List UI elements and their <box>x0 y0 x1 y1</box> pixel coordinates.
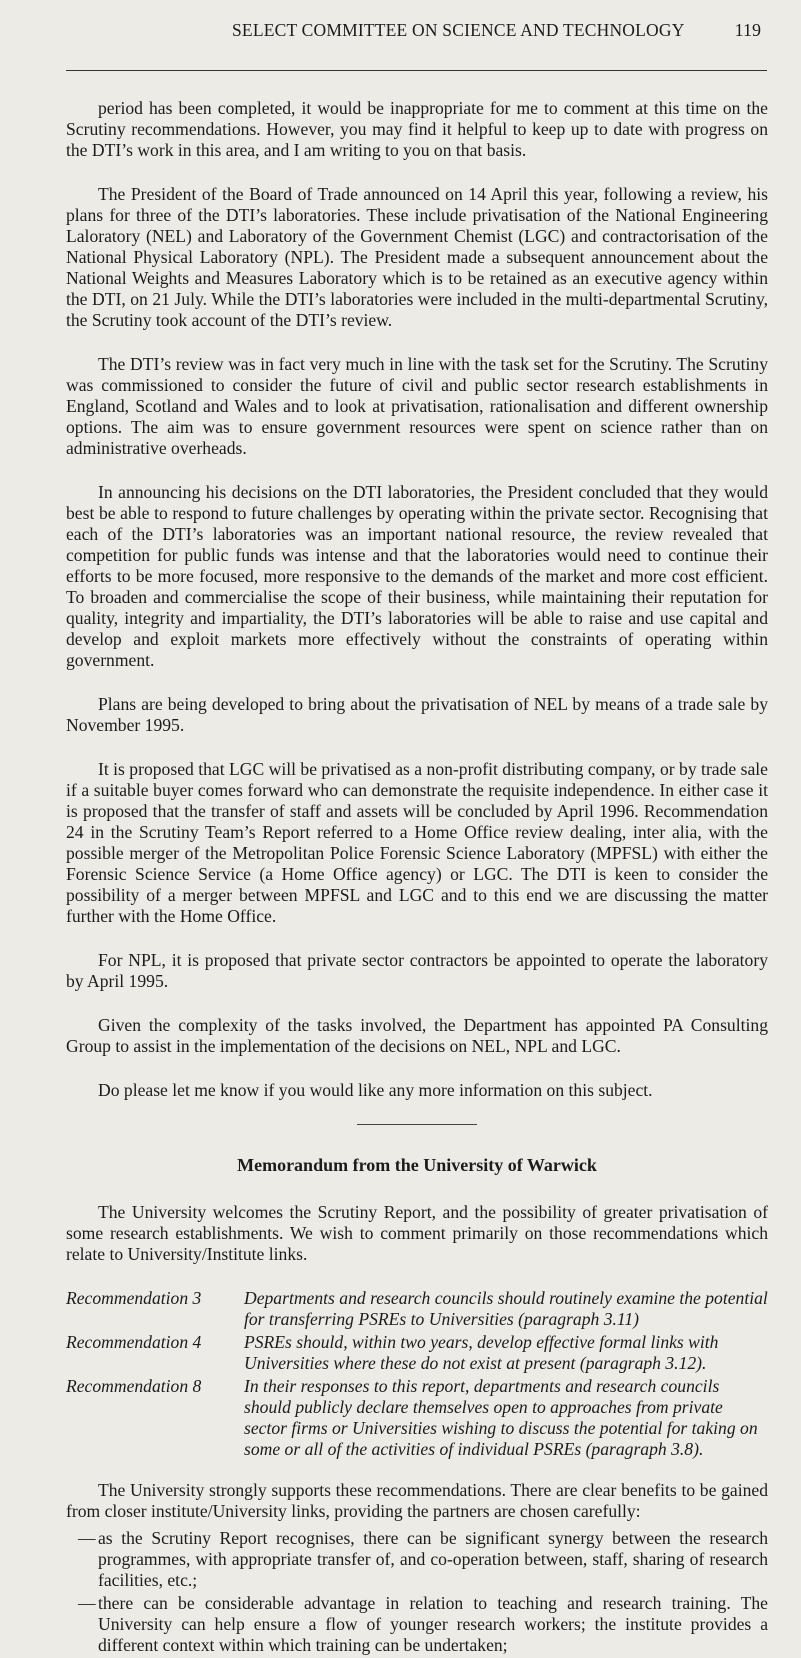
list-item: — as the Scrutiny Report recognises, there can be significant synergy between the research programmes, with appropriate transfer of, and co-operation between, staff, sharing of research facilities, etc.; <box>78 1528 768 1590</box>
recommendation-row <box>66 1332 768 1376</box>
paragraph-3: The DTI’s review was in fact very much in line with the task set for the Scrutiny. The Scrutiny was commissioned to consider the future of civil and public sector research establishments in England, Scotland and Wales and to look at privatisation, rationalisation and different ownership options. The aim was to ensure government resources were spent on science rather than on administrative overheads. <box>66 354 768 458</box>
list-item: — there can be considerable advantage in relation to teaching and research training. The University can help ensure a flow of younger research workers; the institute provides a different context within which training can be undertaken; <box>78 1593 768 1655</box>
paragraph-1: period has been completed, it would be inappropriate for me to comment at this time on the Scrutiny recommendations. However, you may find it helpful to keep up to date with progress on the DTI’s work in this area, and I am writing to you on that basis. <box>66 98 768 160</box>
page-number: 119 <box>734 20 761 40</box>
paragraph-7: For NPL, it is proposed that private sector contractors be appointed to operate the laboratory by April 1995. <box>66 950 768 991</box>
paragraph-9: Do please let me know if you would like any more information on this subject. <box>98 1080 653 1100</box>
paragraph-6: It is proposed that LGC will be privatised as a non-profit distributing company, or by trade sale if a suitable buyer comes forward who can demonstrate the requisite independence. In either case it is proposed that the transfer of staff and assets will be concluded by April 1996. Recommendation 24 in the Scrutiny Team’s Report referred to a Home Office review dealing, inter alia, with the possible merger of the Metropolitan Police Forensic Science Laboratory (MPFSL) with either the Forensic Science Service (a Home Office agency) or LGC. The DTI is keen to consider the possibility of a merger between MPFSL and LGC and to this end we are discussing the matter further with the Home Office. <box>66 759 768 926</box>
point-text: as the Scrutiny Report recognises, there can be significant synergy between the research programmes, with appropriate transfer of, and co-operation between, staff, sharing of research facilities, etc.; <box>98 1528 768 1590</box>
page-header <box>66 18 767 48</box>
paragraph-4: In announcing his decisions on the DTI laboratories, the President concluded that they would best be able to respond to future challenges by operating within the private sector. Recognising that each of the DTI’s laboratories was an important national resource, the review revealed that competition for public funds was intense and that the laboratories would need to continue their efforts to be more focused, more responsive to the demands of the market and more cost efficient. To broaden and commercialise the scope of their business, while maintaining their reputation for quality, integrity and impartiality, the DTI’s laboratories will be able to raise and use capital and develop and exploit markets more effectively without the constraints of operating within government. <box>66 482 768 670</box>
body-text <box>66 98 768 1658</box>
paragraph-8: Given the complexity of the tasks involved, the Department has appointed PA Consulting Group to assist in the implementation of the decisions on NEL, NPL and LGC. <box>66 1015 768 1056</box>
recommendation-label: Recommendation 4 <box>66 1332 202 1352</box>
points-list <box>66 1528 768 1656</box>
memorandum-intro: The University welcomes the Scrutiny Report, and the possibility of greater privatisation of some research establishments. We wish to comment primarily on those recommendations which relate to University/Institute links. <box>66 1202 768 1264</box>
paragraph-2: The President of the Board of Trade announced on 14 April this year, following a review, his plans for three of the DTI’s laboratories. These include privatisation of the National Engineering Laloratory (NEL) and Laboratory of the Government Chemist (LGC) and contractorisation of the National Physical Laboratory (NPL). The President made a subsequent announcement about the National Weights and Measures Laboratory which is to be retained as an executive agency within the DTI, on 21 July. While the DTI’s laboratories were included in the multi-departmental Scrutiny, the Scrutiny took account of the DTI’s review. <box>66 184 768 330</box>
recommendation-label: Recommendation 3 <box>66 1288 202 1308</box>
section-divider <box>357 1124 477 1125</box>
running-title: SELECT COMMITTEE ON SCIENCE AND TECHNOLOGY <box>232 20 685 40</box>
recommendation-text: PSREs should, within two years, develop effective formal links with Universities where these do not exist at present (paragraph 3.12). <box>244 1332 719 1373</box>
point-text: there can be considerable advantage in relation to teaching and research training. The University can help ensure a flow of younger research workers; the institute provides a different context within which training can be undertaken; <box>98 1593 768 1655</box>
recommendation-row <box>66 1288 768 1332</box>
recommendation-text: Departments and research councils should routinely examine the potential for transferring PSREs to Universities (paragraph 3.11) <box>244 1288 768 1329</box>
memorandum-title: Memorandum from the University of Warwick <box>237 1155 597 1175</box>
recommendation-text: In their responses to this report, departments and research councils should publicly declare themselves open to approaches from private sector firms or Universities wishing to discuss the potential for taking on some or all of the activities of individual PSREs (paragraph 3.8). <box>244 1376 758 1459</box>
recommendation-label: Recommendation 8 <box>66 1376 202 1396</box>
recommendations-table <box>66 1288 768 1462</box>
header-rule <box>66 70 767 71</box>
recommendation-row <box>66 1376 768 1462</box>
paragraph-5: Plans are being developed to bring about the privatisation of NEL by means of a trade sale by November 1995. <box>66 694 768 735</box>
memorandum-support: The University strongly supports these recommendations. There are clear benefits to be gained from closer institute/University links, providing the partners are chosen carefully: <box>66 1480 768 1521</box>
